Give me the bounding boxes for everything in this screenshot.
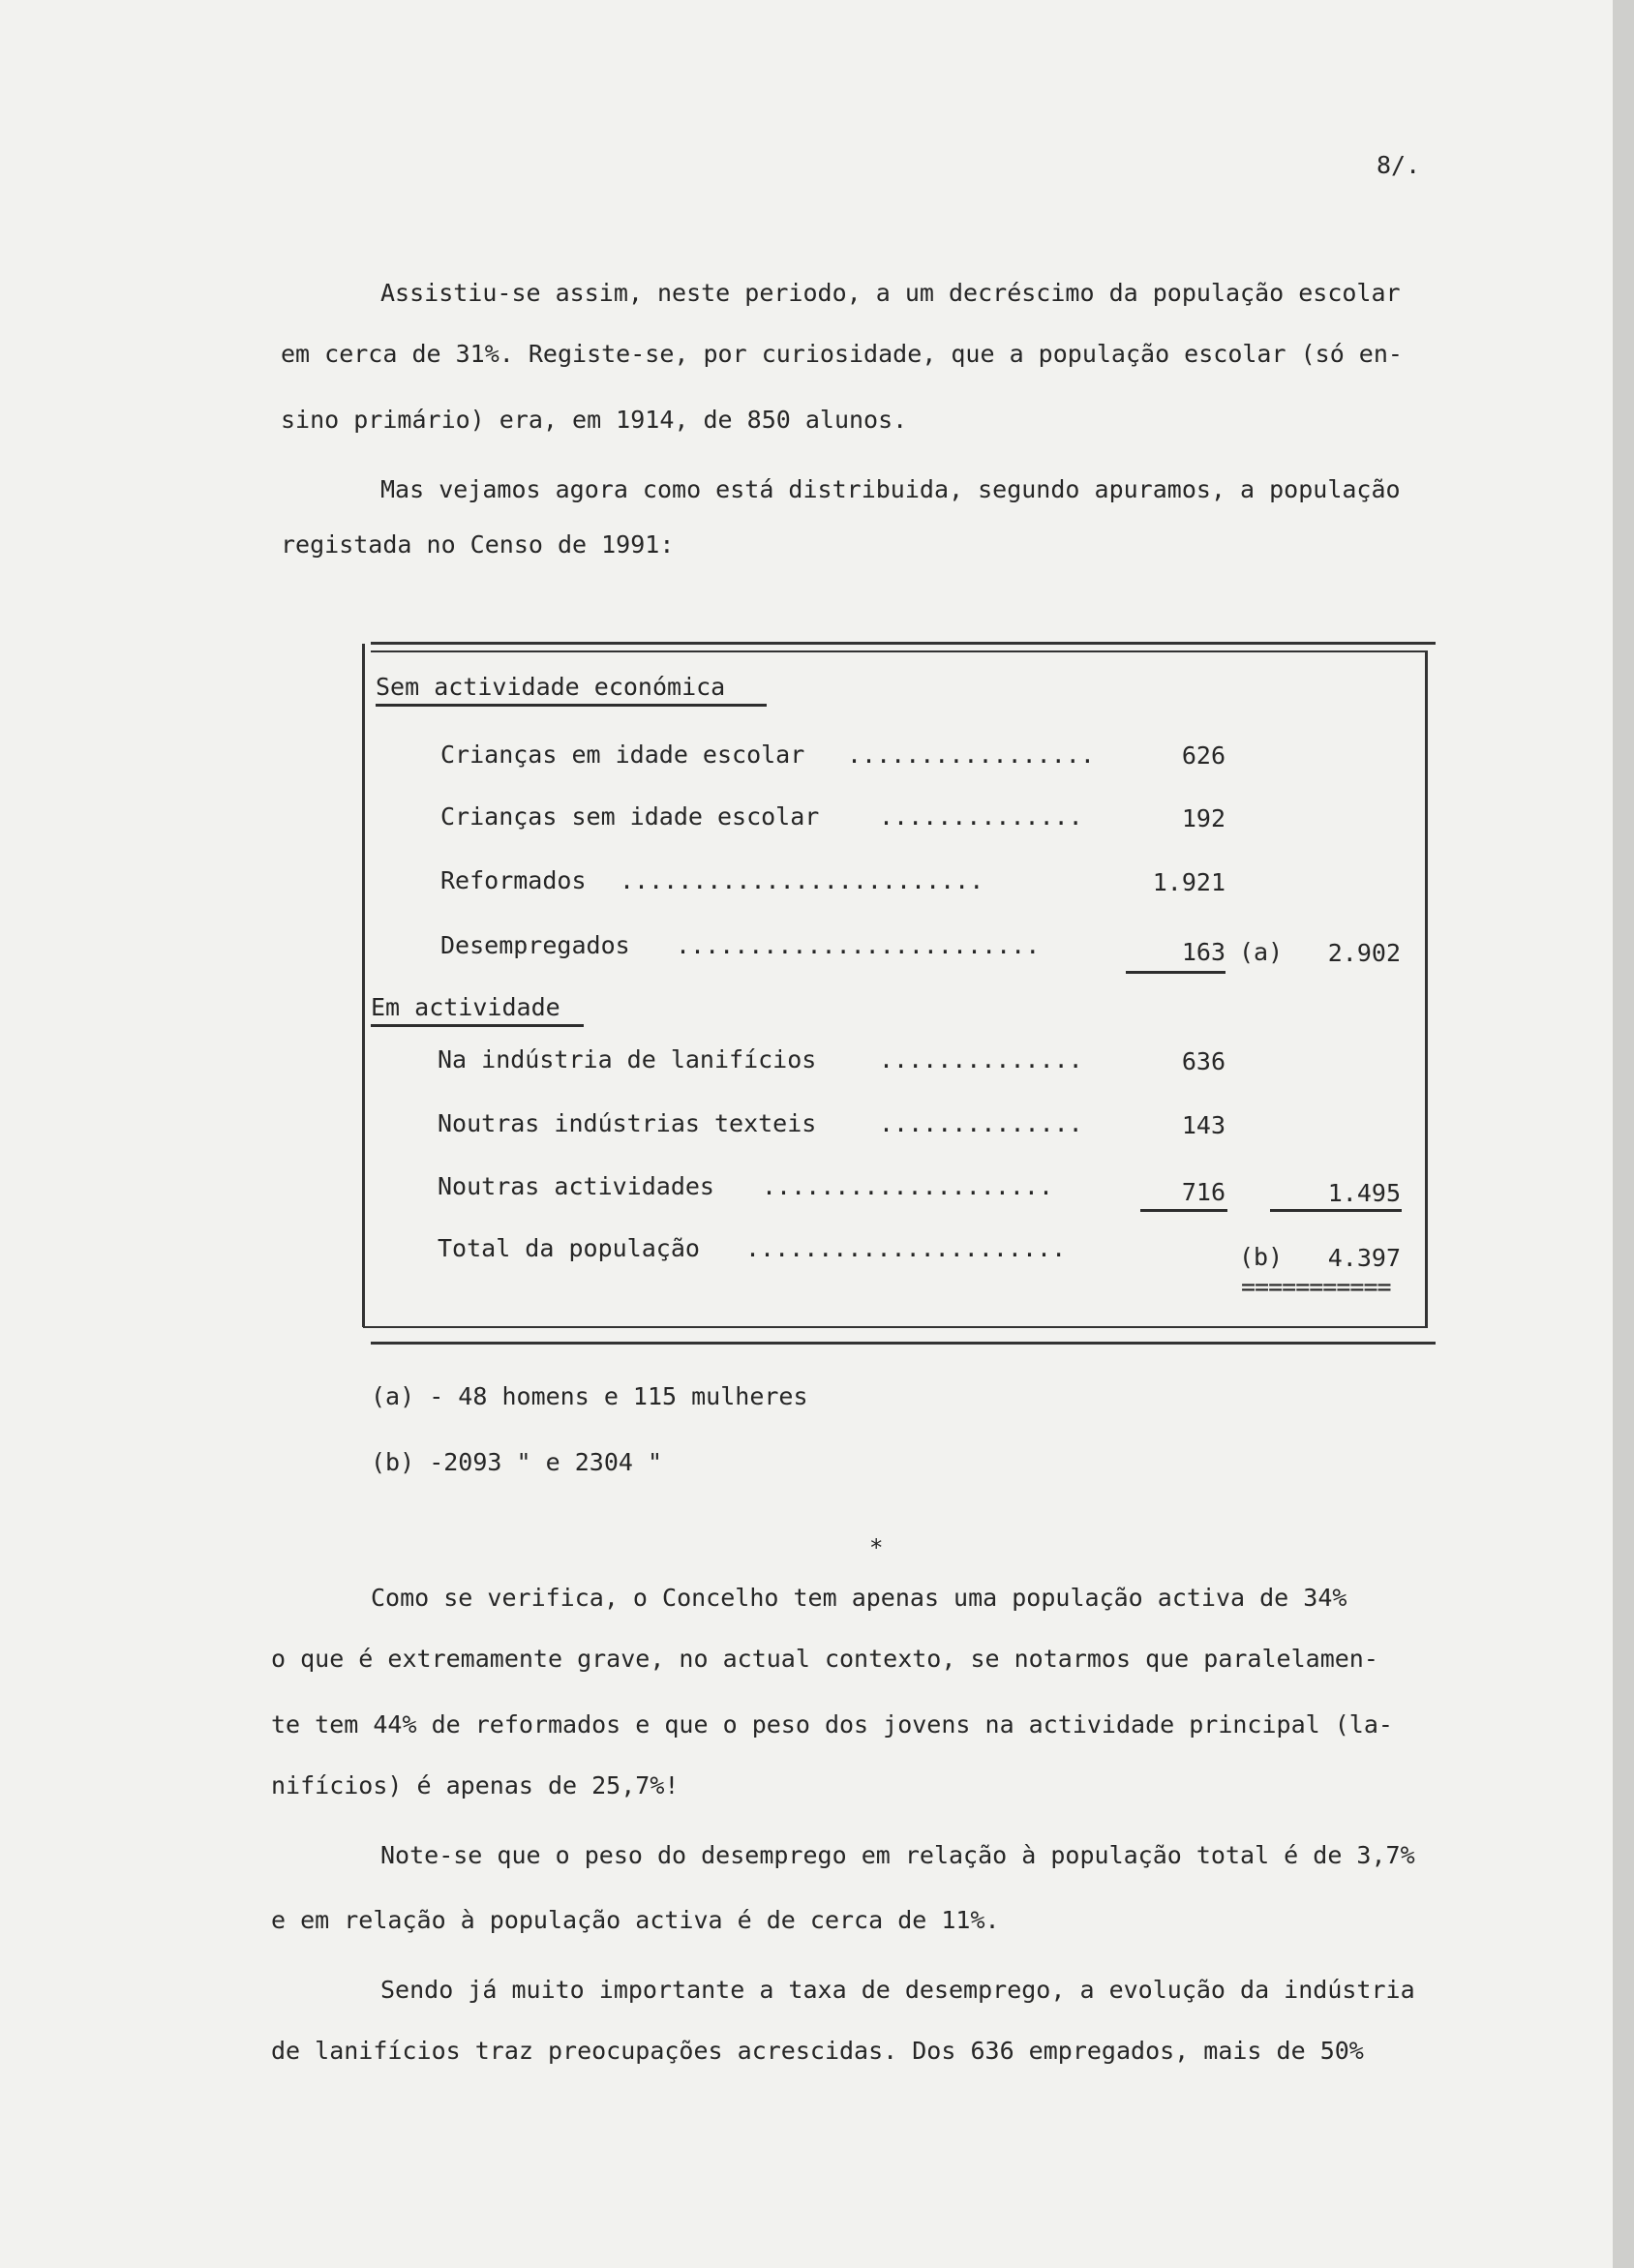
section-title-underline	[376, 704, 767, 707]
table-border-left	[362, 644, 365, 1327]
table-border-right	[1425, 650, 1428, 1328]
row-label: Desempregados	[440, 931, 630, 959]
paragraph-line: e em relação à população activa é de cerca de 11%.	[271, 1906, 1000, 1934]
paragraph-line: Como se verifica, o Concelho tem apenas uma população activa de 34%	[371, 1584, 1347, 1612]
subtotal-inactive: 2.902	[1327, 939, 1401, 967]
paragraph-line: em cerca de 31%. Registe-se, por curiosidade, que a população escolar (só en-	[281, 340, 1403, 368]
scan-edge	[1613, 0, 1634, 2268]
section-separator: *	[869, 1534, 884, 1561]
table-border-bottom-inner	[363, 1326, 1428, 1328]
section-title-inactive: Sem actividade económica	[376, 673, 726, 701]
row-value: 626	[1181, 741, 1226, 770]
table-border-top	[371, 642, 1436, 645]
row-label: Crianças sem idade escolar	[440, 802, 820, 831]
subtotal-active: 1.495	[1327, 1179, 1401, 1207]
paragraph-line: de lanifícios traz preocupações acrescidas. Dos 636 empregados, mais de 50%	[271, 2037, 1364, 2065]
subtotal-underline	[1270, 1209, 1402, 1212]
paragraph-line: te tem 44% de reformados e que o peso dos jovens na actividade principal (la-	[271, 1710, 1393, 1739]
row-dots: ....................	[762, 1172, 1054, 1200]
table-border-bottom	[371, 1342, 1436, 1345]
row-dots: .................	[847, 741, 1095, 769]
row-dots: .........................	[620, 866, 984, 894]
paragraph-line: sino primário) era, em 1914, de 850 alunos.	[281, 406, 908, 434]
paragraph-line: Assistiu-se assim, neste periodo, a um decréscimo da população escolar	[380, 279, 1401, 307]
row-label: Noutras indústrias texteis	[438, 1109, 817, 1137]
row-value: 143	[1181, 1111, 1226, 1139]
section-title-underline	[371, 1024, 584, 1027]
row-value: 163	[1181, 938, 1226, 966]
row-label: Total da população	[438, 1234, 700, 1262]
total-value: 4.397	[1327, 1244, 1401, 1272]
subtotal-underline	[1140, 1209, 1227, 1212]
footnote-marker-a: (a)	[1239, 938, 1284, 966]
subtotal-underline	[1126, 971, 1226, 974]
paragraph-line: o que é extremamente grave, no actual contexto, se notarmos que paralelamen-	[271, 1645, 1378, 1673]
page-number: 8/.	[1377, 151, 1421, 179]
paragraph-line: Sendo já muito importante a taxa de desemprego, a evolução da indústria	[380, 1976, 1415, 2004]
row-value: 636	[1181, 1047, 1226, 1075]
section-title-active: Em actividade	[371, 993, 560, 1021]
row-dots: ..............	[879, 802, 1083, 831]
footnote-b: (b) -2093 " e 2304 "	[371, 1448, 663, 1476]
row-dots: ..............	[879, 1109, 1083, 1137]
row-value: 1.921	[1152, 868, 1226, 896]
row-label: Na indústria de lanifícios	[438, 1045, 817, 1074]
footnote-a: (a) - 48 homens e 115 mulheres	[371, 1382, 808, 1410]
row-label: Crianças em idade escolar	[440, 741, 805, 769]
table-border-top-inner	[371, 650, 1428, 652]
paragraph-line: nifícios) é apenas de 25,7%!	[271, 1771, 680, 1799]
row-dots: ..............	[879, 1045, 1083, 1074]
double-rule: ===========	[1241, 1273, 1391, 1301]
row-dots: .........................	[676, 931, 1041, 959]
paragraph-line: Note-se que o peso do desemprego em relação à população total é de 3,7%	[380, 1841, 1415, 1869]
footnote-marker-b: (b)	[1239, 1243, 1284, 1271]
row-value: 192	[1181, 804, 1226, 832]
paragraph-line: Mas vejamos agora como está distribuida, segundo apuramos, a população	[380, 475, 1401, 503]
row-value: 716	[1181, 1178, 1226, 1206]
row-label: Noutras actividades	[438, 1172, 714, 1200]
row-label: Reformados	[440, 866, 587, 894]
paragraph-line: registada no Censo de 1991:	[281, 530, 675, 559]
row-dots: ......................	[745, 1234, 1067, 1262]
